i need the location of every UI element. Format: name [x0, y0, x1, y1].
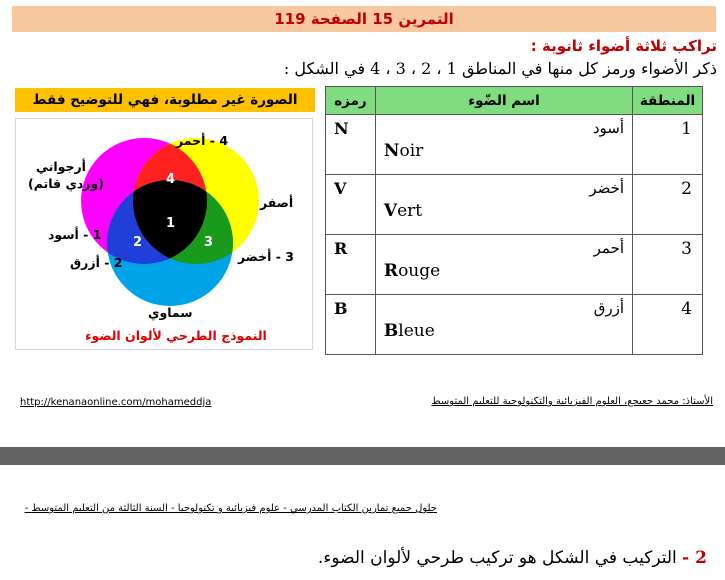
- region-number-4: 4: [166, 172, 176, 187]
- footer-link[interactable]: http://kenanaonline.com/mohameddja: [20, 397, 212, 408]
- light-name-rest: oir: [399, 141, 424, 161]
- exercise-instruction: ذكر الأضواء ورمز كل منها في المناطق 1 ، 2 ، 3 ، 4 في الشكل :: [283, 59, 717, 78]
- header-code: رمزه: [326, 87, 376, 115]
- cell-name: [375, 295, 632, 355]
- header-region: المنطقة: [633, 87, 703, 115]
- region-number-1: 1: [166, 216, 176, 231]
- cell-region: 3: [633, 235, 703, 295]
- document-subtitle: حلول جميع تمارين الكتاب المدرسي - علوم فيزيائية و تكنولوجيا - السنة الثالثة من التعليم المتوسط -: [24, 503, 437, 514]
- light-name-fr: [384, 201, 624, 221]
- light-name-ar: أسود: [592, 119, 625, 137]
- figure-caption: الصورة غير مطلوبة، فهي للتوضيح فقط: [15, 88, 315, 112]
- exercise-title: التمرين 15 الصفحة 119: [12, 6, 716, 32]
- cell-name: [375, 235, 632, 295]
- cell-code: R: [326, 235, 376, 295]
- region-number-3: 3: [204, 235, 214, 250]
- light-name-rest: ouge: [398, 261, 441, 281]
- label-blue: 2 - أزرق: [70, 255, 123, 270]
- light-name-initial: R: [383, 261, 399, 281]
- answer-line: [318, 548, 707, 568]
- label-purple: أرجواني: [36, 159, 86, 174]
- label-red: 4 - أحمر: [176, 133, 229, 148]
- cell-code: B: [326, 295, 376, 355]
- footer-author: الأستاذ: محمد جعيجع، العلوم الفيزيائية والتكنولوجية للتعليم المتوسط: [431, 396, 713, 407]
- label-yellow: أصفر: [260, 195, 294, 210]
- light-name-ar: أزرق: [593, 299, 625, 317]
- light-name-initial: B: [383, 321, 399, 341]
- cell-code: V: [326, 175, 376, 235]
- cell-region: 1: [633, 115, 703, 175]
- cell-name: [375, 115, 632, 175]
- table-row: [326, 295, 703, 355]
- table-row: [326, 175, 703, 235]
- table-header-row: [326, 87, 703, 115]
- subtractive-color-diagram: [15, 118, 313, 350]
- region-number-2: 2: [133, 235, 143, 250]
- cell-code: N: [326, 115, 376, 175]
- cell-region: 2: [633, 175, 703, 235]
- light-name-initial: V: [383, 201, 398, 221]
- label-black: 1 - أسود: [48, 227, 102, 242]
- answer-text: التركيب في الشكل هو تركيب طرحي لألوان الضوء.: [317, 548, 677, 568]
- exercise-subtitle: تراكب ثلاثة أضواء ثانوية :: [530, 37, 717, 55]
- light-name-ar: أحمر: [593, 239, 625, 257]
- label-purple-sub: (وردي قاتم): [28, 176, 104, 191]
- page-separator: [0, 447, 725, 465]
- header-name: اسم الضّوء: [375, 87, 632, 115]
- light-name-fr: [384, 141, 624, 161]
- model-caption: النموذج الطرحي لألوان الضوء: [85, 328, 267, 343]
- light-name-ar: أخضر: [589, 179, 625, 197]
- light-name-rest: leue: [398, 321, 435, 341]
- light-name-rest: ert: [397, 201, 423, 221]
- cell-name: [375, 175, 632, 235]
- light-name-initial: N: [383, 141, 400, 161]
- table-row: [326, 115, 703, 175]
- answer-number: 2 -: [682, 548, 707, 568]
- label-green: 3 - أخضر: [238, 249, 294, 264]
- light-name-fr: [384, 261, 624, 281]
- light-name-fr: [384, 321, 624, 341]
- cell-region: 4: [633, 295, 703, 355]
- table-row: [326, 235, 703, 295]
- regions-table: [325, 86, 703, 355]
- label-cyan: سماوي: [148, 305, 193, 320]
